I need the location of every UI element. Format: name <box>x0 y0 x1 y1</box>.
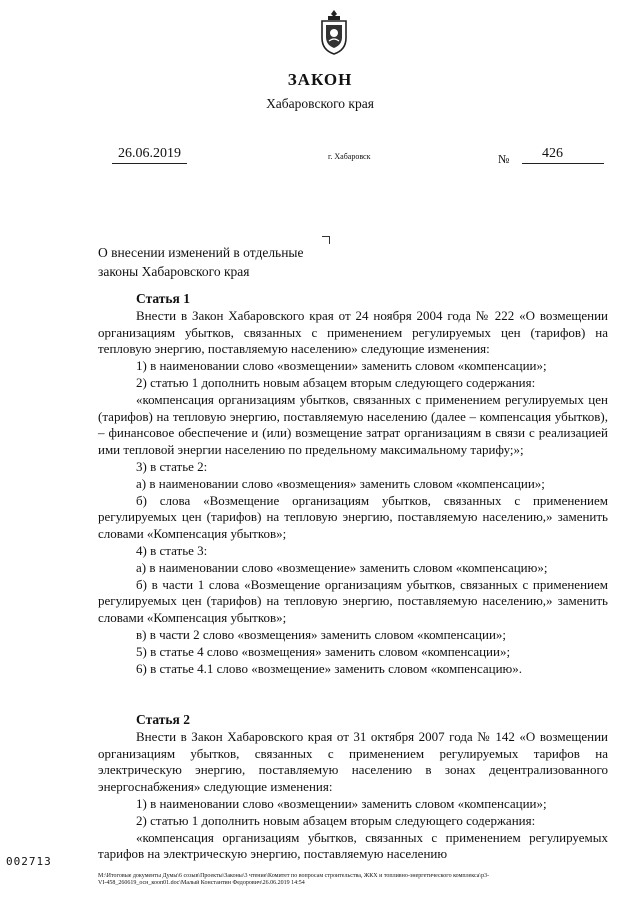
article-2-para: «компенсация организациям убытков, связанных с применением регулируемых тарифов на электрическую энергию, поставляемую населению <box>98 829 608 862</box>
article-1-para: а) в наименовании слово «возмещения» заменить словом «компенсации»; <box>136 475 545 491</box>
document-code: 002713 <box>6 855 52 868</box>
article-1-para: 6) в статье 4.1 слово «возмещение» заменить словом «компенсацию». <box>136 660 523 676</box>
article-2-para: Внести в Закон Хабаровского края от 31 октября 2007 года № 142 «О возмещении организациям убытков, связанных с применением регулируемых тарифов на электрическую энергию, поставляемую населению в зонах децентрализованного энергоснабжения» следующие изменения: <box>98 728 608 795</box>
article-1-para: «компенсация организациям убытков, связанных с применением регулируемых цен (тарифов) на тепловую энергию, поставляемую населению (далее – компенсация убытков), – финансовое обеспечение и (или) возмещение затрат организациям в связи с реализацией ими тепловой энергии населению по предельному максимальному тарифу;»; <box>98 391 608 458</box>
corner-mark <box>322 236 330 244</box>
article-1-para: 4) в статье 3: <box>136 542 208 558</box>
article-2-para: 2) статью 1 дополнить новым абзацем вторым следующего содержания: <box>136 812 536 828</box>
article-2-para: 1) в наименовании слово «возмещении» заменить словом «компенсации»; <box>136 795 547 811</box>
article-1-para: 5) в статье 4 слово «возмещения» заменить словом «компенсации»; <box>136 643 511 659</box>
article-1-para: 1) в наименовании слово «возмещении» заменить словом «компенсации»; <box>136 358 547 374</box>
coat-of-arms-emblem <box>318 8 350 56</box>
document-number: 426 <box>522 146 604 164</box>
article-1-title: Статья 1 <box>136 291 190 306</box>
region-name: Хабаровского края <box>266 96 374 111</box>
article-1-para: б) слова «Возмещение организациям убытков, связанных с применением регулируемых цен (тарифов) на тепловую энергию, поставляемую населению,» заменить словами «Компенсация убытков»; <box>98 492 608 542</box>
article-1-para: Внести в Закон Хабаровского края от 24 ноября 2004 года № 222 «О возмещении организациям убытков, связанных с применением регулируемых цен (тарифов) на тепловую энергию, поставляемую населению» следующие изменения: <box>98 307 608 357</box>
article-1-para: а) в наименовании слово «возмещение» заменить словом «компенсацию»; <box>136 559 548 575</box>
article-1-para: 3) в статье 2: <box>136 458 208 474</box>
subject-line-1: О внесении изменений в отдельные <box>98 245 304 260</box>
document-place: г. Хабаровск <box>328 152 371 161</box>
file-path-line-1: M:\Итоговые документы Думы\6 созыв\Проекты\Законы\3 чтение\Комитет по вопросам строительства, ЖКХ и топливно-энергетического комплекса\р3- <box>98 873 490 879</box>
document-date: 26.06.2019 <box>112 146 187 164</box>
law-subject <box>98 243 328 281</box>
file-path-line-2: VI-458_260619_осн_кооп01.doc\Малый Константин Федорович\26.06.2019 14:54 <box>98 880 305 886</box>
article-1-para: 2) статью 1 дополнить новым абзацем вторым следующего содержания: <box>136 374 536 390</box>
number-label: № <box>498 152 510 166</box>
article-2 <box>98 712 608 863</box>
article-1-para: в) в части 2 слово «возмещения» заменить словом «компенсации»; <box>136 626 507 642</box>
document-type: ЗАКОН <box>287 70 353 89</box>
article-1-para: б) в части 1 слова «Возмещение организациям убытков, связанных с применением регулируемых цен (тарифов) на тепловую энергию, поставляемую населению,» заменить словами «Компенсация убытков»; <box>98 576 608 626</box>
article-2-title: Статья 2 <box>136 712 190 727</box>
article-1 <box>98 291 608 677</box>
subject-line-2: законы Хабаровского края <box>98 264 250 279</box>
